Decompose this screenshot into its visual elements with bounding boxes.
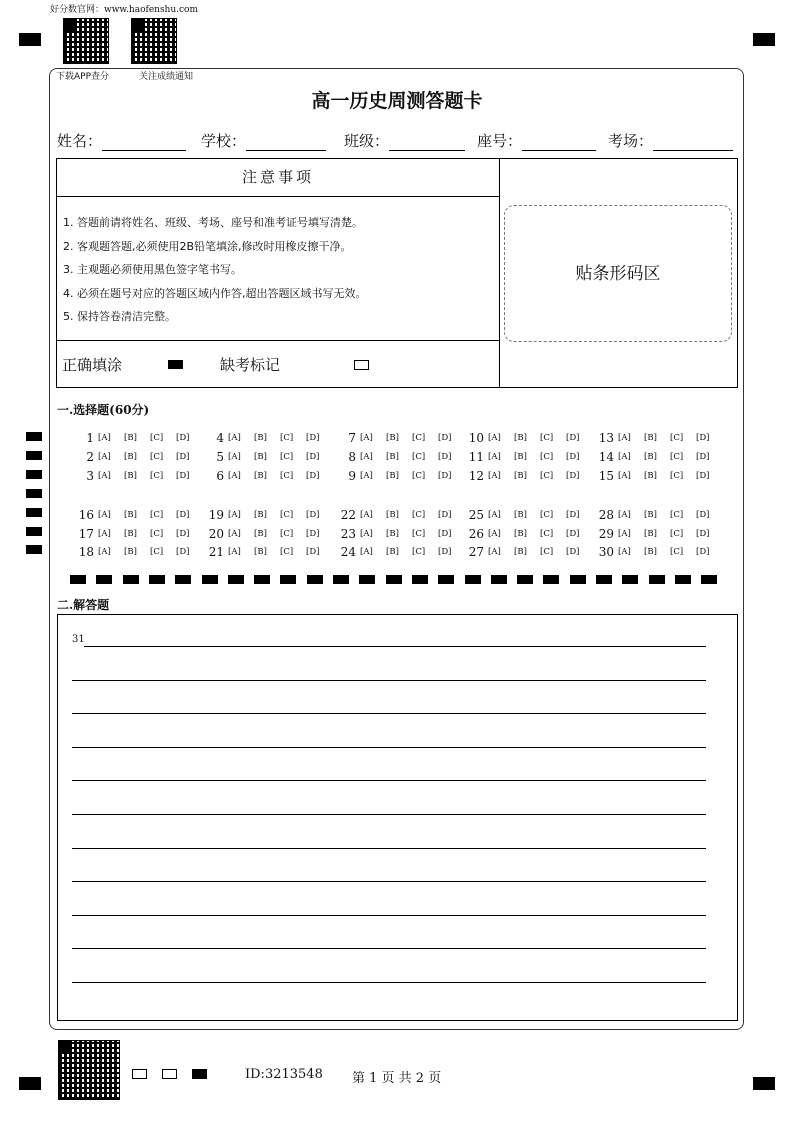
answer-line[interactable] <box>72 680 706 681</box>
question-number: 1 <box>86 431 94 445</box>
timing-mark <box>26 470 42 479</box>
choice-bubble[interactable]: [D] <box>438 529 452 539</box>
choice-bubble[interactable]: [A] <box>228 471 241 481</box>
choice-bubble[interactable]: [C] <box>412 452 426 462</box>
choice-bubble[interactable]: [B] <box>514 452 527 462</box>
choice-bubble[interactable]: [C] <box>412 547 426 557</box>
choice-bubble[interactable]: [D] <box>438 452 452 462</box>
question-number: 21 <box>208 545 224 559</box>
separator-mark <box>228 575 244 584</box>
timing-mark <box>26 451 42 460</box>
choice-bubble[interactable]: [D] <box>306 433 320 443</box>
notice-item: 3. 主观题必须使用黑色签字笔书写。 <box>63 263 242 276</box>
separator-mark <box>149 575 165 584</box>
choice-bubble[interactable]: [D] <box>306 471 320 481</box>
choice-bubble[interactable]: [D] <box>696 547 710 557</box>
choice-bubble[interactable]: [C] <box>670 433 684 443</box>
field-school-label: 学校： <box>201 132 247 150</box>
answer-line[interactable] <box>72 915 706 916</box>
choice-bubble[interactable]: [C] <box>540 547 554 557</box>
question-number: 15 <box>598 469 614 483</box>
choice-bubble[interactable]: [A] <box>488 529 501 539</box>
choice-bubble[interactable]: [B] <box>254 471 267 481</box>
choice-bubble[interactable]: [B] <box>514 510 527 520</box>
separator-mark <box>570 575 586 584</box>
qr-code-download-app[interactable] <box>63 18 109 64</box>
choice-bubble[interactable]: [A] <box>488 510 501 520</box>
notice-item: 5. 保持答卷清洁完整。 <box>63 310 176 323</box>
choice-bubble[interactable]: [A] <box>360 529 373 539</box>
question-number: 19 <box>208 508 224 522</box>
choice-bubble[interactable]: [B] <box>254 510 267 520</box>
answer-line[interactable] <box>72 881 706 882</box>
section-choice-title: 一.选择题(60分) <box>57 403 150 417</box>
choice-bubble[interactable]: [D] <box>566 510 580 520</box>
choice-bubble[interactable]: [C] <box>540 529 554 539</box>
source-website: 好分数官网：www.haofenshu.com <box>50 5 199 15</box>
notice-heading: 注意事项 <box>56 158 500 197</box>
choice-bubble[interactable]: [C] <box>412 510 426 520</box>
footer-box-3 <box>192 1069 207 1079</box>
choice-bubble[interactable]: [D] <box>696 510 710 520</box>
choice-bubble[interactable]: [C] <box>412 529 426 539</box>
separator-mark <box>280 575 296 584</box>
notice-item: 1. 答题前请将姓名、班级、考场、座号和准考证号填写清楚。 <box>63 216 363 229</box>
separator-mark <box>307 575 323 584</box>
timing-mark <box>26 489 42 498</box>
answer-line[interactable] <box>72 848 706 849</box>
field-name[interactable] <box>57 130 186 151</box>
choice-bubble[interactable]: [B] <box>386 529 399 539</box>
separator-mark <box>596 575 612 584</box>
field-class[interactable] <box>344 130 465 151</box>
separator-mark <box>543 575 559 584</box>
notice-divider <box>56 340 500 341</box>
choice-bubble[interactable]: [C] <box>670 452 684 462</box>
choice-bubble[interactable]: [C] <box>670 471 684 481</box>
missing-mark-label: 缺考标记 <box>220 356 281 374</box>
answer-line[interactable] <box>72 948 706 949</box>
answer-line[interactable] <box>72 982 706 983</box>
question-number: 6 <box>216 469 224 483</box>
choice-bubble[interactable]: [A] <box>228 433 241 443</box>
separator-mark <box>465 575 481 584</box>
corner-mark-top-right <box>753 33 775 46</box>
choice-bubble[interactable]: [D] <box>438 547 452 557</box>
answer-question-number: 31 <box>72 634 85 645</box>
field-room-label: 考场： <box>608 132 654 150</box>
qr-code-follow-notice[interactable] <box>131 18 177 64</box>
field-school[interactable] <box>201 130 326 151</box>
choice-bubble[interactable]: [D] <box>696 529 710 539</box>
choice-bubble[interactable]: [B] <box>644 510 657 520</box>
choice-bubble[interactable]: [A] <box>98 452 111 462</box>
choice-bubble[interactable]: [C] <box>540 452 554 462</box>
choice-bubble[interactable]: [D] <box>306 547 320 557</box>
choice-bubble[interactable]: [D] <box>566 433 580 443</box>
choice-bubble[interactable]: [B] <box>514 471 527 481</box>
field-school-line[interactable] <box>246 134 326 151</box>
separator-mark <box>386 575 402 584</box>
choice-bubble[interactable]: [A] <box>488 547 501 557</box>
choice-bubble[interactable]: [D] <box>438 433 452 443</box>
question-number: 18 <box>78 545 94 559</box>
choice-bubble[interactable]: [D] <box>176 433 190 443</box>
choice-bubble[interactable]: [D] <box>176 471 190 481</box>
section-answer-title: 二.解答题 <box>57 598 110 612</box>
choice-bubble[interactable]: [A] <box>98 510 111 520</box>
choice-bubble[interactable]: [A] <box>228 529 241 539</box>
answer-line[interactable] <box>72 814 706 815</box>
separator-mark <box>701 575 717 584</box>
question-number: 17 <box>78 527 94 541</box>
choice-bubble[interactable]: [C] <box>280 529 294 539</box>
choice-bubble[interactable]: [D] <box>306 510 320 520</box>
choice-bubble[interactable]: [D] <box>438 471 452 481</box>
choice-bubble[interactable]: [A] <box>618 452 631 462</box>
choice-bubble[interactable]: [A] <box>618 547 631 557</box>
field-seat-line[interactable] <box>522 134 596 151</box>
choice-bubble[interactable]: [A] <box>98 471 111 481</box>
choice-bubble[interactable]: [C] <box>670 547 684 557</box>
choice-bubble[interactable]: [B] <box>124 510 137 520</box>
choice-bubble[interactable]: [D] <box>566 529 580 539</box>
choice-bubble[interactable]: [B] <box>254 529 267 539</box>
question-number: 10 <box>468 431 484 445</box>
choice-bubble[interactable]: [B] <box>644 547 657 557</box>
separator-mark <box>333 575 349 584</box>
choice-bubble[interactable]: [A] <box>98 529 111 539</box>
question-number: 13 <box>598 431 614 445</box>
choice-bubble[interactable]: [B] <box>124 471 137 481</box>
timing-mark <box>26 432 42 441</box>
footer-page: 第 1 页 共 2 页 <box>352 1071 442 1086</box>
question-number: 16 <box>78 508 94 522</box>
qr-label-follow: 关注成绩通知 <box>139 72 194 82</box>
field-room[interactable] <box>608 130 733 151</box>
footer-id: ID:3213548 <box>245 1067 323 1082</box>
choice-bubble[interactable]: [D] <box>566 471 580 481</box>
choice-bubble[interactable]: [A] <box>360 452 373 462</box>
choice-bubble[interactable]: [C] <box>150 547 164 557</box>
question-number: 9 <box>348 469 356 483</box>
choice-bubble[interactable]: [B] <box>254 452 267 462</box>
choice-bubble[interactable]: [B] <box>386 547 399 557</box>
barcode-area: 贴条形码区 <box>504 205 732 342</box>
choice-bubble[interactable]: [B] <box>124 433 137 443</box>
question-number: 5 <box>216 450 224 464</box>
choice-bubble[interactable]: [A] <box>360 510 373 520</box>
choice-bubble[interactable]: [B] <box>644 452 657 462</box>
choice-bubble[interactable]: [B] <box>386 433 399 443</box>
choice-bubble[interactable]: [D] <box>438 510 452 520</box>
question-number: 14 <box>598 450 614 464</box>
answer-line[interactable] <box>72 713 706 714</box>
choice-bubble[interactable]: [B] <box>514 547 527 557</box>
timing-mark <box>26 545 42 554</box>
correct-fill-example <box>168 360 183 369</box>
choice-bubble[interactable]: [B] <box>514 433 527 443</box>
choice-bubble[interactable]: [A] <box>618 471 631 481</box>
separator-mark <box>254 575 270 584</box>
choice-bubble[interactable]: [A] <box>488 452 501 462</box>
question-number: 23 <box>340 527 356 541</box>
choice-bubble[interactable]: [A] <box>360 433 373 443</box>
question-number: 24 <box>340 545 356 559</box>
choice-bubble[interactable]: [C] <box>540 510 554 520</box>
qr-label-download: 下载APP查分 <box>56 72 110 82</box>
choice-bubble[interactable]: [C] <box>150 433 164 443</box>
choice-bubble[interactable]: [B] <box>644 433 657 443</box>
choice-bubble[interactable]: [B] <box>386 471 399 481</box>
separator-mark <box>70 575 86 584</box>
choice-bubble[interactable]: [A] <box>98 433 111 443</box>
field-name-line[interactable] <box>102 134 186 151</box>
choice-bubble[interactable]: [B] <box>124 529 137 539</box>
answer-line[interactable] <box>72 780 706 781</box>
separator-mark <box>202 575 218 584</box>
field-class-line[interactable] <box>389 134 465 151</box>
question-number: 12 <box>468 469 484 483</box>
choice-bubble[interactable]: [B] <box>386 452 399 462</box>
question-number: 8 <box>348 450 356 464</box>
choice-bubble[interactable]: [C] <box>540 433 554 443</box>
choice-bubble[interactable]: [D] <box>696 471 710 481</box>
question-number: 20 <box>208 527 224 541</box>
choice-bubble[interactable]: [A] <box>488 471 501 481</box>
footer-box-1 <box>132 1069 147 1079</box>
choice-bubble[interactable]: [D] <box>696 433 710 443</box>
choice-bubble[interactable]: [B] <box>514 529 527 539</box>
question-number: 30 <box>598 545 614 559</box>
choice-bubble[interactable]: [B] <box>254 433 267 443</box>
question-number: 22 <box>340 508 356 522</box>
choice-bubble[interactable]: [D] <box>176 547 190 557</box>
choice-bubble[interactable]: [C] <box>280 471 294 481</box>
choice-bubble[interactable]: [C] <box>280 433 294 443</box>
choice-bubble[interactable]: [C] <box>670 529 684 539</box>
question-number: 3 <box>86 469 94 483</box>
choice-bubble[interactable]: [B] <box>386 510 399 520</box>
footer-box-2 <box>162 1069 177 1079</box>
separator-mark <box>649 575 665 584</box>
separator-mark <box>123 575 139 584</box>
choice-bubble[interactable]: [C] <box>412 471 426 481</box>
field-seat-label: 座号： <box>477 132 523 150</box>
question-number: 7 <box>348 431 356 445</box>
choice-bubble[interactable]: [B] <box>644 529 657 539</box>
choice-bubble[interactable]: [C] <box>150 510 164 520</box>
choice-bubble[interactable]: [C] <box>280 452 294 462</box>
choice-bubble[interactable]: [D] <box>306 452 320 462</box>
choice-bubble[interactable]: [A] <box>228 510 241 520</box>
question-number: 26 <box>468 527 484 541</box>
page-title: 高一历史周测答题卡 <box>311 90 483 112</box>
separator-mark <box>96 575 112 584</box>
answer-box[interactable] <box>57 614 738 1021</box>
notice-item: 2. 客观题答题,必须使用2B铅笔填涂,修改时用橡皮擦干净。 <box>63 239 352 253</box>
choice-bubble[interactable]: [D] <box>566 547 580 557</box>
choice-bubble[interactable]: [D] <box>566 452 580 462</box>
choice-bubble[interactable]: [B] <box>644 471 657 481</box>
question-number: 11 <box>468 450 484 464</box>
choice-bubble[interactable]: [A] <box>360 471 373 481</box>
choice-bubble[interactable]: [A] <box>360 547 373 557</box>
question-number: 28 <box>598 508 614 522</box>
corner-mark-bottom-left <box>19 1077 41 1090</box>
separator-mark <box>491 575 507 584</box>
choice-bubble[interactable]: [B] <box>124 452 137 462</box>
separator-mark <box>175 575 191 584</box>
separator-mark <box>517 575 533 584</box>
separator-mark <box>359 575 375 584</box>
choice-bubble[interactable]: [A] <box>228 547 241 557</box>
answer-line[interactable] <box>84 646 706 647</box>
notice-list <box>63 214 367 332</box>
field-seat[interactable] <box>477 130 596 151</box>
choice-bubble[interactable]: [D] <box>306 529 320 539</box>
field-name-label: 姓名： <box>57 132 103 150</box>
separator-mark <box>675 575 691 584</box>
choice-bubble[interactable]: [A] <box>228 452 241 462</box>
correct-fill-label: 正确填涂 <box>62 356 123 374</box>
choice-bubble[interactable]: [B] <box>254 547 267 557</box>
choice-bubble[interactable]: [D] <box>176 529 190 539</box>
choice-bubble[interactable]: [C] <box>412 433 426 443</box>
choice-bubble[interactable]: [D] <box>176 452 190 462</box>
choice-bubble[interactable]: [C] <box>670 510 684 520</box>
missing-mark-box[interactable] <box>354 360 369 370</box>
question-number: 29 <box>598 527 614 541</box>
choice-bubble[interactable]: [A] <box>488 433 501 443</box>
answer-line[interactable] <box>72 747 706 748</box>
choice-bubble[interactable]: [A] <box>618 510 631 520</box>
choice-bubble[interactable]: [D] <box>696 452 710 462</box>
timing-mark <box>26 527 42 536</box>
field-class-label: 班级： <box>344 132 390 150</box>
choice-bubble[interactable]: [A] <box>618 433 631 443</box>
notice-item: 4. 必须在题号对应的答题区域内作答,超出答题区域书写无效。 <box>63 286 367 300</box>
question-number: 27 <box>468 545 484 559</box>
timing-mark <box>26 508 42 517</box>
choice-bubble[interactable]: [C] <box>280 547 294 557</box>
choice-bubble[interactable]: [B] <box>124 547 137 557</box>
choice-bubble[interactable]: [C] <box>150 471 164 481</box>
question-number: 2 <box>86 450 94 464</box>
question-number: 4 <box>216 431 224 445</box>
choice-bubble[interactable]: [C] <box>280 510 294 520</box>
choice-bubble[interactable]: [D] <box>176 510 190 520</box>
question-number: 25 <box>468 508 484 522</box>
choice-bubble[interactable]: [A] <box>618 529 631 539</box>
choice-bubble[interactable]: [C] <box>150 452 164 462</box>
separator-mark <box>438 575 454 584</box>
separator-mark <box>412 575 428 584</box>
choice-bubble[interactable]: [C] <box>150 529 164 539</box>
qr-code-footer <box>58 1040 120 1100</box>
choice-bubble[interactable]: [A] <box>98 547 111 557</box>
choice-bubble[interactable]: [C] <box>540 471 554 481</box>
field-room-line[interactable] <box>653 134 733 151</box>
corner-mark-bottom-right <box>753 1077 775 1090</box>
corner-mark-top-left <box>19 33 41 46</box>
separator-mark <box>622 575 638 584</box>
